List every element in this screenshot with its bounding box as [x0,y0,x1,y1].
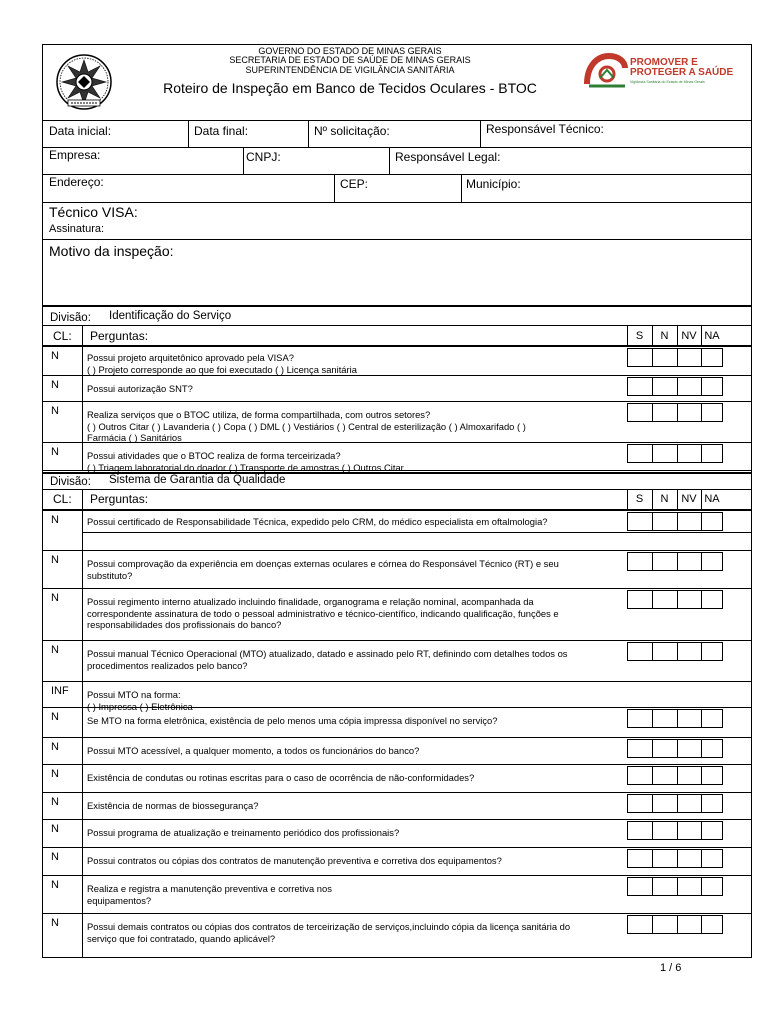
cl-code: N [51,405,59,417]
cl-code: N [51,711,59,723]
resp-legal-label: Responsável Legal: [395,150,501,164]
cl-code: N [51,514,59,526]
column-divider [82,550,83,588]
answer-box-s[interactable] [627,552,653,571]
question-options: responsabilidades dos profissionais do banco? [87,619,282,630]
question-text: Possui comprovação da experiência em doenças externas oculares e córnea do Responsável Técnico (RT) e seu [87,558,559,569]
gov-line-1: GOVERNO DO ESTADO DE MINAS GERAIS [258,46,442,56]
answer-box-s[interactable] [627,739,653,758]
row-divider [42,401,752,402]
answer-box-na[interactable] [701,739,723,758]
column-divider [82,588,83,640]
section-2-title: Sistema de Garantia da Qualidade [109,474,286,486]
row-divider [42,470,752,471]
empresa-label: Empresa: [49,148,101,162]
gov-line-3: SUPERINTENDÊNCIA DE VIGILÂNCIA SANITÁRIA [245,65,455,75]
answer-box-n[interactable] [652,821,678,840]
answer-box-nv[interactable] [677,915,702,934]
answer-box-n[interactable] [652,348,678,367]
cep-label: CEP: [340,177,369,191]
cl-code: N [51,768,59,780]
data-inicial-label: Data inicial: [49,124,112,138]
column-divider [82,681,83,707]
answer-box-na[interactable] [701,348,723,367]
question-options: substituto? [87,569,133,581]
row-divider [42,588,752,589]
col-na-1: NA [704,330,720,342]
answer-box-na[interactable] [701,444,723,463]
row-divider [42,875,752,876]
row-divider [42,375,752,376]
cl-code: N [51,446,59,458]
answer-box-nv[interactable] [677,766,702,785]
answer-box-nv[interactable] [677,739,702,758]
answer-box-nv[interactable] [677,642,702,661]
question-text: Possui demais contratos ou cópias dos contratos de terceirização de serviços,incluindo cópia da licença sanitária do [87,921,571,932]
perguntas-header-2: Perguntas: [90,492,149,506]
column-divider [82,707,83,737]
cnpj-label: CNPJ: [246,150,281,164]
answer-box-n[interactable] [652,766,678,785]
question-options: Farmácia ( ) Sanitários [87,432,182,443]
row-divider [42,442,752,443]
answer-box-na[interactable] [701,709,723,728]
answer-box-nv[interactable] [677,794,702,813]
col-nv-2: NV [681,493,697,505]
cl-code: N [51,741,59,753]
divisao-label-1: Divisão: [50,312,91,324]
question-text: Possui manual Técnico Operacional (MTO) atualizado, datado e assinado pelo RT, definindo com detalhes todos os [87,648,568,659]
question-text: Existência de normas de biossegurança? [87,800,259,811]
column-divider [82,792,83,819]
question-text: Possui atividades que o BTOC realiza de forma terceirizada? [87,450,341,461]
logo-line-2: PROTEGER A SAÚDE [630,67,734,78]
answer-box-n[interactable] [652,552,678,571]
cl-header-1: CL: [53,329,72,343]
answer-box-n[interactable] [652,915,678,934]
row-divider [42,957,752,958]
cl-code: N [51,823,59,835]
column-divider [82,737,83,764]
answer-box-s[interactable] [627,403,653,422]
question-text: Se MTO na forma eletrônica, existência de pelo menos uma cópia impressa disponível no serviço? [87,715,498,726]
answer-box-s[interactable] [627,849,653,868]
resp-tecnico-label: Responsável Técnico: [486,122,604,136]
question-options: serviço que foi contratado, quando aplicável? [87,932,276,944]
cl-code: INF [51,685,69,697]
question-text: Realiza e registra a manutenção preventiva e corretiva nos [87,883,332,894]
answer-box-s[interactable] [627,512,653,531]
col-s-2: S [635,493,644,505]
cl-code: N [51,879,59,891]
answer-box-s[interactable] [627,642,653,661]
answer-box-na[interactable] [701,377,723,396]
answer-box-na[interactable] [701,849,723,868]
answer-box-n[interactable] [652,444,678,463]
col-s-1: S [635,330,644,342]
answer-box-s[interactable] [627,709,653,728]
answer-box-n[interactable] [652,512,678,531]
coat-of-arms-icon [52,52,116,112]
answer-box-na[interactable] [701,915,723,934]
answer-box-n[interactable] [652,877,678,896]
col-n-1: N [660,330,669,342]
answer-box-nv[interactable] [677,709,702,728]
question-options: ( ) Projeto corresponde ao que foi executado ( ) Licença sanitária [87,363,357,375]
col-n-2: N [660,493,669,505]
question-options: correspondente assinatura de todo o pessoal administrativo e técnico-científico, indicando qualificação, funções e [87,607,559,619]
column-divider [82,640,83,681]
question-options: ( ) Outros Citar ( ) Lavanderia ( ) Copa ( ) DML ( ) Vestiários ( ) Central de esterilização ( ) Almoxarifado ( ) [87,420,526,432]
question-text: Existência de condutas ou rotinas escritas para o caso de ocorrência de não-conformidades? [87,772,475,783]
answer-box-n[interactable] [652,377,678,396]
answer-box-na[interactable] [701,821,723,840]
cl-code: N [51,644,59,656]
row-divider [42,764,752,765]
motivo-label: Motivo da inspeção: [49,243,174,259]
answer-box-na[interactable] [701,403,723,422]
column-divider [82,401,83,442]
row-divider [42,737,752,738]
endereco-label: Endereço: [49,175,104,189]
answer-box-s[interactable] [627,821,653,840]
page-title: Roteiro de Inspeção em Banco de Tecidos Oculares - BTOC [163,80,537,96]
row-divider [42,792,752,793]
answer-box-na[interactable] [701,590,723,609]
section-1-title: Identificação do Serviço [109,310,232,322]
row-divider [42,819,752,820]
column-divider [82,819,83,847]
question-text: Possui contratos ou cópias dos contratos de manutenção preventiva e corretiva dos equipamentos? [87,855,502,866]
question-options: equipamentos? [87,894,152,906]
answer-box-s[interactable] [627,590,653,609]
municipio-label: Município: [466,177,521,191]
column-divider [82,764,83,792]
answer-box-na[interactable] [701,552,723,571]
answer-box-nv[interactable] [677,512,702,531]
answer-box-nv[interactable] [677,821,702,840]
logo-line-1: PROMOVER E [630,57,698,68]
answer-box-s[interactable] [627,348,653,367]
cl-code: N [51,851,59,863]
question-options: ( ) Impressa ( ) Eletrônica [87,700,193,712]
answer-box-nv[interactable] [677,849,702,868]
answer-box-nv[interactable] [677,590,702,609]
answer-box-s[interactable] [627,377,653,396]
question-text: Realiza serviços que o BTOC utiliza, de forma compartilhada, com outros setores? [87,409,431,420]
column-divider [82,442,83,470]
answer-box-n[interactable] [652,794,678,813]
answer-box-n[interactable] [652,642,678,661]
answer-box-nv[interactable] [677,877,702,896]
question-text: Possui certificado de Responsabilidade Técnica, expedido pelo CRM, do médico especialista em oftalmologia? [87,516,548,527]
answer-box-n[interactable] [652,709,678,728]
answer-box-s[interactable] [627,915,653,934]
cl-code: N [51,592,59,604]
cl-code: N [51,350,59,362]
answer-box-n[interactable] [652,739,678,758]
cl-code: N [51,554,59,566]
logo-tagline: Vigilância Sanitária do Estado de Minas Gerais [630,80,705,84]
column-divider [82,510,83,550]
column-divider [82,913,83,957]
col-nv-1: NV [681,330,697,342]
answer-box-nv[interactable] [677,444,702,463]
divisao-label-2: Divisão: [50,476,91,488]
question-text: Possui autorização SNT? [87,383,193,394]
row-divider [42,550,752,551]
question-text: Possui MTO acessível, a qualquer momento, a todos os funcionários do banco? [87,745,420,756]
solicitacao-label: Nº solicitação: [314,124,390,138]
question-text: Possui programa de atualização e treinamento periódico dos profissionais? [87,827,400,838]
question-options: ( ) Triagem laboratorial do doador ( ) Transporte de amostras ( ) Outros Citar [87,461,404,473]
question-text: Possui regimento interno atualizado incluindo finalidade, organograma e relação nominal, acompanhada da [87,596,534,607]
question-options: procedimentos realizados pelo banco? [87,659,248,671]
row-inner-divider [82,532,752,533]
page-number: 1 / 6 [660,962,682,974]
perguntas-header-1: Perguntas: [90,329,149,343]
answer-box-s[interactable] [627,444,653,463]
answer-box-nv[interactable] [677,552,702,571]
question-text: Possui MTO na forma: [87,689,181,700]
answer-box-na[interactable] [701,794,723,813]
row-divider [42,640,752,641]
answer-box-s[interactable] [627,877,653,896]
cl-code: N [51,796,59,808]
cl-code: N [51,917,59,929]
answer-box-na[interactable] [701,642,723,661]
gov-line-2: SECRETARIA DE ESTADO DE SAÚDE DE MINAS GERAIS [229,55,471,65]
answer-box-nv[interactable] [677,403,702,422]
col-na-2: NA [704,493,720,505]
answer-box-na[interactable] [701,766,723,785]
data-final-label: Data final: [194,124,249,138]
row-divider [42,913,752,914]
cl-header-2: CL: [53,492,72,506]
answer-box-n[interactable] [652,403,678,422]
answer-box-n[interactable] [652,849,678,868]
column-divider [82,346,83,375]
answer-box-n[interactable] [652,590,678,609]
column-divider [82,875,83,913]
row-divider [42,707,752,708]
answer-box-na[interactable] [701,512,723,531]
answer-box-nv[interactable] [677,348,702,367]
row-divider [42,847,752,848]
column-divider [82,847,83,875]
promover-logo-icon [583,52,629,88]
tecnico-visa-label: Técnico VISA: [49,204,138,220]
assinatura-label: Assinatura: [49,223,105,235]
cl-code: N [51,379,59,391]
question-text: Possui projeto arquitetônico aprovado pela VISA? [87,352,294,363]
answer-box-s[interactable] [627,794,653,813]
column-divider [82,375,83,401]
row-divider [42,681,752,682]
answer-box-s[interactable] [627,766,653,785]
answer-box-nv[interactable] [677,377,702,396]
answer-box-na[interactable] [701,877,723,896]
